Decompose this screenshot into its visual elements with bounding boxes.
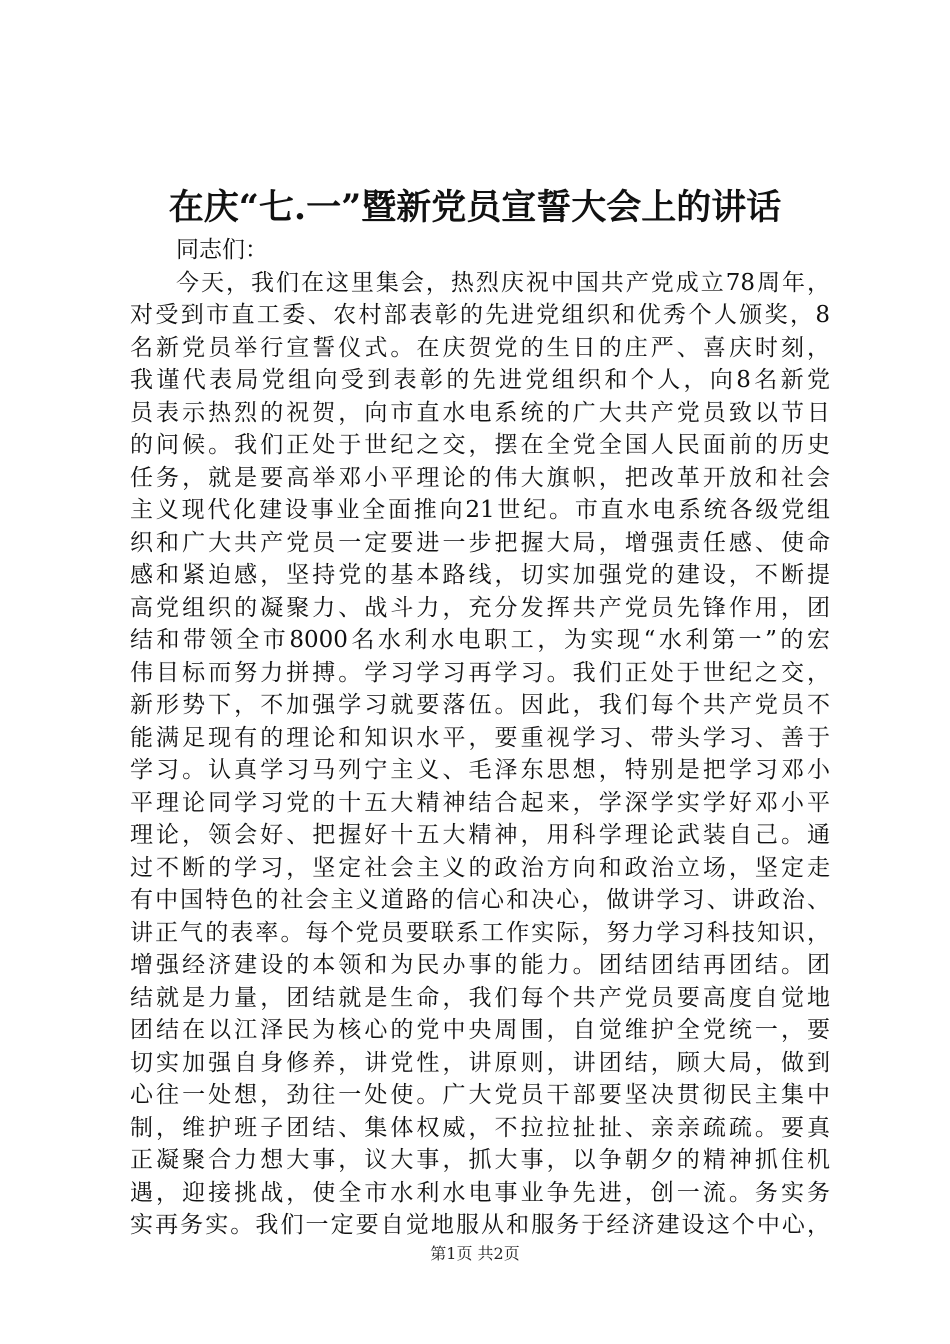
page-number-footer: 第1页 共2页 — [430, 1244, 520, 1263]
document-title: 在庆“七.一”暨新党员宣誓大会上的讲话 — [168, 187, 782, 228]
body-line: 高党组织的凝聚力、战斗力，充分发挥共产党员先锋作用，团 — [130, 594, 830, 621]
body-line: 正凝聚合力想大事，议大事，抓大事，以争朝夕的精神抓住机 — [130, 1147, 830, 1173]
body-line: 团结在以江泽民为核心的党中央周围，自觉维护全党统一，要 — [130, 1017, 830, 1043]
salutation: 同志们： — [176, 237, 268, 263]
body-line: 制，维护班子团结、集体权威，不拉拉扯扯、亲亲疏疏。要真 — [130, 1114, 830, 1141]
body-line: 讲正气的表率。每个党员要联系工作实际，努力学习科技知识， — [130, 919, 830, 946]
body-line: 对受到市直工委、农村部表彰的先进党组织和优秀个人颁奖，8 — [130, 302, 830, 328]
body-line: 的问候。我们正处于世纪之交，摆在全党全国人民面前的历史 — [130, 432, 830, 458]
body-line: 新形势下，不加强学习就要落伍。因此，我们每个共产党员不 — [130, 692, 830, 718]
body-line: 员表示热烈的祝贺，向市直水电系统的广大共产党员致以节日 — [130, 399, 830, 426]
body-line: 过不断的学习，坚定社会主义的政治方向和政治立场，坚定走 — [130, 854, 830, 881]
body-line: 伟目标而努力拼搏。学习学习再学习。我们正处于世纪之交， — [130, 659, 830, 686]
body-line: 实再务实。我们一定要自觉地服从和服务于经济建设这个中心， — [130, 1212, 830, 1238]
body-line: 平理论同学习党的十五大精神结合起来，学深学实学好邓小平 — [130, 789, 830, 816]
document-body — [130, 234, 830, 1242]
body-line: 增强经济建设的本领和为民办事的能力。团结团结再团结。团 — [130, 952, 830, 978]
body-line: 学习。认真学习马列宁主义、毛泽东思想，特别是把学习邓小 — [130, 757, 830, 783]
body-line: 名新党员举行宣誓仪式。在庆贺党的生日的庄严、喜庆时刻， — [130, 334, 830, 361]
body-line: 织和广大共产党员一定要进一步把握大局，增强责任感、使命 — [130, 529, 830, 556]
body-line: 切实加强自身修养，讲党性，讲原则，讲团结，顾大局，做到 — [130, 1049, 830, 1076]
body-line: 能满足现有的理论和知识水平，要重视学习、带头学习、善于 — [130, 724, 830, 751]
body-line: 感和紧迫感，坚持党的基本路线，切实加强党的建设，不断提 — [130, 562, 830, 588]
body-line: 有中国特色的社会主义道路的信心和决心，做讲学习、讲政治、 — [130, 887, 830, 913]
body-line: 结和带领全市8000名水利水电职工，为实现“水利第一”的宏 — [130, 627, 830, 653]
body-line: 今天，我们在这里集会，热烈庆祝中国共产党成立78周年， — [176, 269, 830, 296]
body-line: 心往一处想，劲往一处使。广大党员干部要坚决贯彻民主集中 — [130, 1082, 830, 1108]
body-line: 理论，领会好、把握好十五大精神，用科学理论武装自己。通 — [130, 822, 830, 848]
body-line: 遇，迎接挑战，使全市水利水电事业争先进，创一流。务实务 — [130, 1179, 830, 1206]
body-line: 我谨代表局党组向受到表彰的先进党组织和个人，向8名新党 — [130, 367, 830, 393]
body-line: 结就是力量，团结就是生命，我们每个共产党员要高度自觉地 — [130, 984, 830, 1011]
body-line: 主义现代化建设事业全面推向21世纪。市直水电系统各级党组 — [130, 497, 830, 523]
body-line: 任务，就是要高举邓小平理论的伟大旗帜，把改革开放和社会 — [130, 464, 830, 491]
